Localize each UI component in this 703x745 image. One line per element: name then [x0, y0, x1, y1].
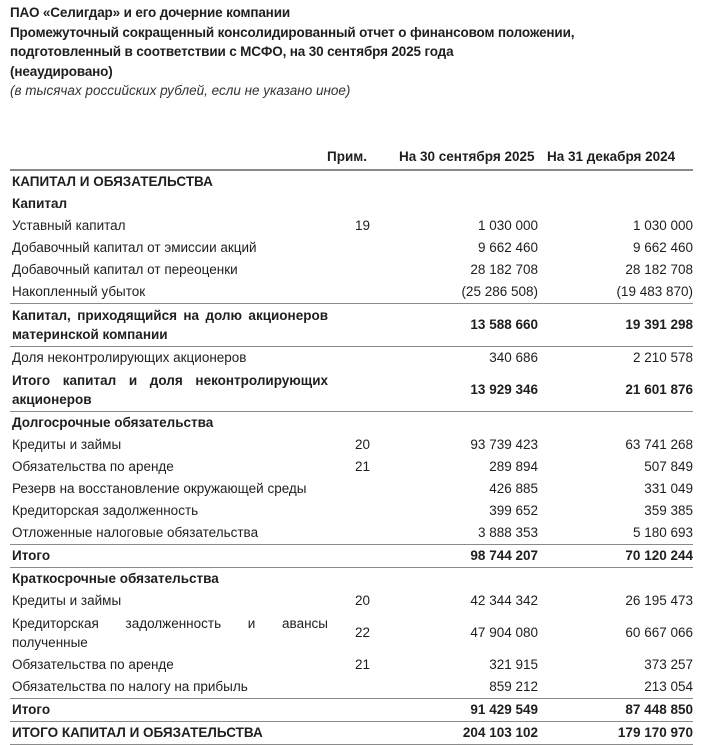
- row-value-prior: (19 483 870): [616, 284, 693, 299]
- row-value-current: 1 030 000: [477, 218, 538, 233]
- row-value-current: 289 894: [489, 459, 538, 474]
- table-row: [10, 522, 693, 545]
- row-note: 20: [355, 593, 371, 608]
- table-row: [10, 215, 693, 237]
- row-value-prior: 19 391 298: [625, 317, 693, 332]
- row-label: Обязательства по аренде: [12, 459, 174, 474]
- row-value-prior: 1 030 000: [632, 218, 693, 233]
- subsection-heading-row: [10, 193, 693, 215]
- table-row: [10, 590, 693, 612]
- row-value-prior: 2 210 578: [632, 350, 693, 365]
- row-value-current: 399 652: [489, 503, 538, 518]
- row-value-current: 13 929 346: [470, 382, 538, 397]
- table-row: [10, 434, 693, 456]
- row-label: Обязательства по аренде: [12, 657, 174, 672]
- row-value-current: 28 182 708: [470, 262, 538, 277]
- table-row: [10, 676, 693, 699]
- row-value-current: 98 744 207: [470, 548, 538, 563]
- report-title-line1: Промежуточный сокращенный консолидированный отчет о финансовом положении,: [10, 24, 575, 40]
- row-label: Отложенные налоговые обязательства: [12, 525, 259, 540]
- row-value-prior: 331 049: [644, 481, 693, 496]
- table-row: [10, 347, 693, 369]
- row-label: Кредиторская задолженность: [12, 503, 199, 518]
- table-row: [10, 237, 693, 259]
- row-label: Добавочный капитал от переоценки: [12, 262, 238, 277]
- row-label: КАПИТАЛ И ОБЯЗАТЕЛЬСТВА: [12, 174, 213, 189]
- row-value-current: 859 212: [489, 679, 538, 694]
- row-label: Накопленный убыток: [12, 284, 146, 299]
- subsection-heading-row: [10, 568, 693, 590]
- row-value-prior: 179 170 970: [617, 725, 693, 740]
- row-value-prior: 5 180 693: [632, 525, 693, 540]
- table-row: [10, 456, 693, 478]
- table-row: [10, 259, 693, 281]
- table-row: [10, 281, 693, 304]
- report-header: [10, 3, 700, 101]
- row-value-current: 9 662 460: [477, 240, 538, 255]
- row-label: Уставный капитал: [12, 218, 126, 233]
- row-value-prior: 26 195 473: [625, 593, 693, 608]
- row-value-current: 340 686: [489, 350, 538, 365]
- row-label: Капитал: [12, 196, 68, 211]
- audit-status: (неаудировано): [10, 63, 113, 79]
- row-label: Добавочный капитал от эмиссии акций: [12, 240, 257, 255]
- row-value-prior: 70 120 244: [625, 548, 693, 563]
- row-label: ИТОГО КАПИТАЛ И ОБЯЗАТЕЛЬСТВА: [12, 725, 263, 740]
- row-value-current: 93 739 423: [470, 437, 538, 452]
- row-value-prior: 373 257: [644, 657, 693, 672]
- row-label: Кредиты и займы: [12, 593, 122, 608]
- row-value-prior: 28 182 708: [625, 262, 693, 277]
- row-label: Итого: [12, 702, 51, 717]
- row-note: 19: [355, 218, 371, 233]
- row-value-prior: 359 385: [644, 503, 693, 518]
- row-value-current: 13 588 660: [470, 317, 538, 332]
- row-label: Кредиторская задолженность и авансы полученные: [12, 616, 328, 650]
- row-value-current: 91 429 549: [470, 702, 538, 717]
- row-value-current: 321 915: [489, 657, 538, 672]
- table-row: [10, 478, 693, 500]
- row-label: Кредиты и займы: [12, 437, 122, 452]
- units-note: (в тысячах российских рублей, если не указано иное): [10, 83, 351, 98]
- financial-position-table: [10, 143, 693, 745]
- column-header-prior: На 31 декабря 2024: [547, 149, 676, 164]
- company-name: ПАО «Селигдар» и его дочерние компании: [10, 5, 290, 20]
- total-equity-row: [10, 369, 693, 412]
- table-row: [10, 654, 693, 676]
- report-title-line2: подготовленный в соответствии с МСФО, на 30 сентября 2025 года: [10, 44, 454, 59]
- row-value-prior: 60 667 066: [625, 625, 693, 640]
- row-value-current: 42 344 342: [470, 593, 538, 608]
- row-value-current: 426 885: [489, 481, 538, 496]
- row-value-prior: 507 849: [644, 459, 693, 474]
- row-label: Обязательства по налогу на прибыль: [12, 679, 248, 694]
- column-header-row: [10, 143, 693, 171]
- row-value-current: (25 286 508): [461, 284, 538, 299]
- subtotal-row: [10, 304, 693, 347]
- row-label: Итого капитал и доля неконтролирующих акционеров: [12, 373, 328, 407]
- grand-total-row: [10, 722, 693, 745]
- subtotal-row: [10, 699, 693, 722]
- table-row: [10, 500, 693, 522]
- row-value-current: 204 103 102: [462, 725, 538, 740]
- row-value-prior: 63 741 268: [625, 437, 693, 452]
- column-header-current: На 30 сентября 2025: [399, 149, 535, 164]
- row-value-current: 3 888 353: [477, 525, 538, 540]
- row-note: 21: [355, 657, 371, 672]
- row-value-prior: 213 054: [644, 679, 693, 694]
- row-label: Доля неконтролирующих акционеров: [12, 350, 247, 365]
- row-label: Итого: [12, 548, 51, 563]
- row-label: Капитал, приходящийся на долю акционеров материнской компании: [12, 308, 328, 342]
- row-note: 22: [355, 625, 371, 640]
- row-value-prior: 9 662 460: [632, 240, 693, 255]
- row-value-prior: 21 601 876: [625, 382, 693, 397]
- section-heading-row: [10, 171, 693, 193]
- table-row: [10, 612, 693, 654]
- row-label: Краткосрочные обязательства: [12, 571, 219, 586]
- row-value-current: 47 904 080: [470, 625, 538, 640]
- row-note: 20: [355, 437, 371, 452]
- column-header-note: Прим.: [327, 149, 367, 164]
- subsection-heading-row: [10, 412, 693, 434]
- row-note: 21: [355, 459, 371, 474]
- subtotal-row: [10, 545, 693, 568]
- row-label: Резерв на восстановление окружающей среды: [12, 481, 307, 496]
- row-value-prior: 87 448 850: [625, 702, 693, 717]
- row-label: Долгосрочные обязательства: [12, 415, 214, 430]
